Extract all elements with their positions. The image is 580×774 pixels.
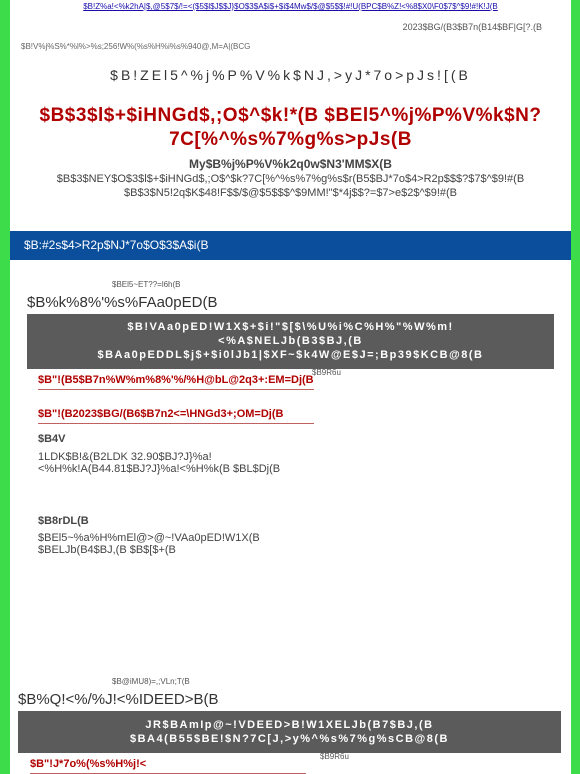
event-link[interactable]: $B"!(B5$B7n%W%m%8%'%/%H@bL@2q3+:EM=Dj(B [38,373,314,390]
property-location: $BEl5~ET??=l6h(B [112,280,181,289]
subhead: My$B%j%P%V%k2q0w$N3'MM$X(B [189,157,392,171]
summary-line: <%A$NELJb(B3$BJ,(B [218,335,363,347]
headline: $B$3$l$+$iHNGd$,;O$^$k!*(B $BEl5^%j%P%V%k$N?7C[%^%s%7%g%s>pJs(B [39,105,542,150]
property-location: $B@iMU8)=,;VLn;T(B [112,677,190,686]
image-label: $B9R6u [312,368,341,377]
property-summary-box [18,711,561,753]
section-banner: $B:#2s$4>R2p$NJ*7o$O$3$A$i(B [10,231,571,260]
entry-link[interactable]: $B"!J*7o%(%s%H%j!< [30,757,306,774]
view-in-browser-link[interactable]: $B!Z%a!<%k2hA|$,@5$7$/!=<($5$l$J$$J}$O$3$A$i$+$i$4Mw$/$@$5$$!#!U(BPC$B%Z!<%8$X0\F0$7$^$9!#!K!J(B [83,2,498,11]
summary-line: $BAa0pEDDL$j$+$i0lJb1|$XF~$k4W@E$J=;Bp39$KCB@8(B [97,349,484,361]
image-caption: $B!V%j%S%*%l%>%s;256!W%(%s%H%i%s%940@,M=A|(BCG [21,42,251,51]
summary-line: $B!VAa0pED!W1X$+$i!"$[$\%U%i%C%H%"%W%m! [127,321,454,333]
image-label: $B9R6u [320,752,349,761]
delivery-date: 2023$BG/(B3$B7n(B14$BF|G[?.(B [402,22,542,32]
sales-link[interactable]: $B"!(B2023$BG/(B6$B7n2<=\HNGd3+;OM=Dj(B [38,407,314,424]
layout-heading: $B4V [38,433,66,445]
newsletter-title: $B!ZEl5^%j%P%V%k$NJ,>yJ*7o>pJs![(B [110,67,471,83]
summary-line: JR$BAmIp@~!VDEED>B!W1XELJb(B7$BJ,(B [145,719,434,731]
email-page [10,0,571,774]
property-title[interactable]: $B%k%8%'%s%FAa0pED(B [27,294,218,311]
property-summary-box [27,314,554,369]
access-details: $BEl5~%a%H%mEl@>@~!VAa0pED!W1X(B $BELJb(B4$BJ,(B $B$[$+(B [38,532,260,556]
property-title[interactable]: $B%Q!<%/%J!<%IDEED>B(B [18,691,219,708]
intro-text: $B$3$NEY$O$3$l$+$iHNGd$,;O$^$k?7C[%^%s%7%g%s$r(B5$BJ*7o$4>R2p$$$?$7$^$9!#(B $B$3$N5!2q$K$48!F$$/$@$5$$$^$9MM!"$*4j$$?=$7>e$2$^$9!#(B [56,173,525,199]
layout-details: 1LDK$B!&(B2LDK 32.90$BJ?J}%a!<%H%k!A(B44.81$BJ?J}%a!<%H%k(B $BL$Dj(B [38,451,281,475]
summary-line: $BA4(B55$BE!$N?7C[J,>y%^%s%7%g%sCB@8(B [130,733,449,745]
access-heading: $B8rDL(B [38,515,89,527]
